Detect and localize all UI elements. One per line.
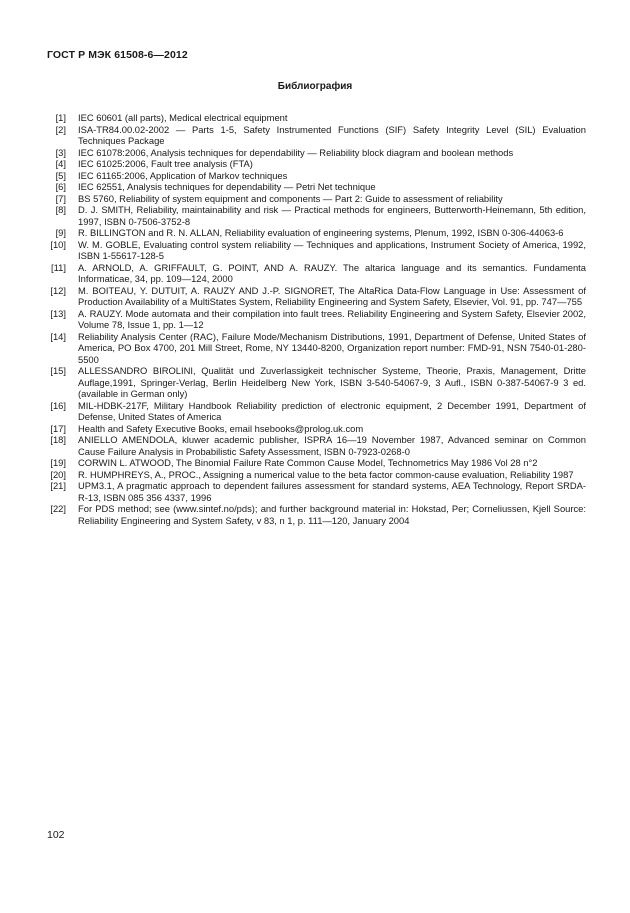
entry-number: [7] <box>55 192 66 204</box>
bibliography-entry <box>40 193 586 205</box>
entry-number: [8] <box>55 204 66 215</box>
entry-text: For PDS method; see (www.sintef.no/pds); and further background material in: Hokstad, Per; Corneliussen, Kjell Source: Reliability Engineering and System Safety, v 83, n 1, p. 111—120, January 2004 <box>78 503 586 526</box>
entry-text: R. HUMPHREYS, A., PROC., Assigning a numerical value to the beta factor common-cause evaluation, Reliability 1987 <box>78 468 574 480</box>
bibliography-entry <box>40 457 586 469</box>
bibliography-entry <box>40 158 586 170</box>
entry-text: Health and Safety Executive Books, email hsebooks@prolog.uk.com <box>78 422 364 434</box>
bibliography-entry <box>40 204 586 227</box>
bibliography-entry <box>40 227 586 239</box>
page-number: 102 <box>47 829 65 841</box>
bibliography-entry <box>40 170 586 182</box>
entry-text: ALLESSANDRO BIROLINI, Qualität und Zuverlassigkeit technischer Systeme, Theorie, Praxis, Management, Dritte Auflage,1991, Springer-Verlag, Berlin Heidelberg New York, ISBN 3-540-54067-9, 3 Aufl., ISBN 0-387-54067-9 3 ed. (available in German only) <box>78 365 586 399</box>
entry-text: UPM3.1, A pragmatic approach to dependent failures assessment for standard systems, AEA Technology, Report SRDA-R-13, ISBN 085 356 4337, 1996 <box>78 480 586 503</box>
entry-number: [3] <box>55 146 66 158</box>
entry-text: IEC 61165:2006, Application of Markov techniques <box>78 169 288 181</box>
entry-number: [5] <box>55 169 66 181</box>
entry-number: [13] <box>50 307 66 319</box>
entry-number: [1] <box>55 112 66 123</box>
entry-number: [20] <box>50 468 66 480</box>
bibliography-entry <box>40 285 586 308</box>
entry-number: [14] <box>50 330 66 342</box>
entry-text: A. ARNOLD, A. GRIFFAULT, G. POINT, AND A. RAUZY. The altarica language and its semantics. Fundamenta Informaticae, 34, pp. 109—124, 2000 <box>78 261 586 284</box>
bibliography-entry <box>40 400 586 423</box>
entry-text: MIL-HDBK-217F, Military Handbook Reliability prediction of electronic equipment, 2 December 1991, Department of Defense, United States of America <box>78 399 586 422</box>
entry-text: ISA-TR84.00.02-2002 — Parts 1-5, Safety Instrumented Functions (SIF) Safety Integrity Level (SIL) Evaluation Techniques Package <box>78 123 586 146</box>
entry-number: [9] <box>55 227 66 238</box>
bibliography-list <box>40 112 586 526</box>
bibliography-entry <box>40 239 586 262</box>
entry-number: [18] <box>50 434 66 445</box>
entry-text: IEC 61078:2006, Analysis techniques for dependability — Reliability block diagram and boolean methods <box>78 146 514 158</box>
entry-number: [11] <box>51 261 66 273</box>
entry-number: [2] <box>55 123 66 135</box>
entry-number: [10] <box>50 238 66 250</box>
entry-text: D. J. SMITH, Reliability, maintainability and risk — Practical methods for engineers, Butterworth-Heinemann, 5th edition, 1997, ISBN 0-7506-3752-8 <box>78 204 586 227</box>
entry-number: [4] <box>55 158 66 169</box>
entry-text: IEC 62551, Analysis techniques for dependability — Petri Net technique <box>78 181 376 192</box>
entry-number: [17] <box>50 422 66 434</box>
bibliography-entry <box>40 112 586 124</box>
entry-text: IEC 60601 (all parts), Medical electrical equipment <box>78 112 288 123</box>
bibliography-entry <box>40 308 586 331</box>
bibliography-entry <box>40 331 586 366</box>
entry-number: [6] <box>55 181 66 192</box>
bibliography-entry <box>40 147 586 159</box>
bibliography-entry <box>40 480 586 503</box>
entry-text: R. BILLINGTON and R. N. ALLAN, Reliability evaluation of engineering systems, Plenum, 1992, ISBN 0-306-44063-6 <box>78 227 564 238</box>
entry-number: [21] <box>50 480 66 491</box>
bibliography-entry <box>40 434 586 457</box>
entry-text: CORWIN L. ATWOOD, The Binomial Failure Rate Common Cause Model, Technometrics May 1986 Vol 28 n°2 <box>78 457 538 468</box>
entry-text: W. M. GOBLE, Evaluating control system reliability — Techniques and applications, Instrument Society of America, 1992, ISBN 1-55617-128-5 <box>78 238 586 261</box>
entry-number: [22] <box>50 503 66 514</box>
bibliography-title: Библиография <box>277 81 353 92</box>
bibliography-entry <box>40 503 586 526</box>
entry-text: IEC 61025:2006, Fault tree analysis (FTA) <box>78 158 253 169</box>
entry-text: Reliability Analysis Center (RAC), Failure Mode/Mechanism Distributions, 1991, Department of Defense, United States of America, PO Box 4700, 201 Mill Street, Rome, NY 13440-8200, Organization report number: FMD-91, NSN 7540-01-280-5500 <box>78 330 586 365</box>
entry-number: [12] <box>50 284 66 296</box>
bibliography-entry <box>40 262 586 285</box>
entry-text: A. RAUZY. Mode automata and their compilation into fault trees. Reliability Engineering and System Safety, Elsevier 2002, Volume 78, Issue 1, pp. 1—12 <box>78 307 586 330</box>
standard-header: ГОСТ Р МЭК 61508-6—2012 <box>47 49 188 61</box>
entry-number: [16] <box>50 399 66 411</box>
entry-number: [19] <box>50 457 66 468</box>
bibliography-entry <box>40 181 586 193</box>
bibliography-entry <box>40 469 586 481</box>
bibliography-entry <box>40 365 586 400</box>
entry-text: M. BOITEAU, Y. DUTUIT, A. RAUZY AND J.-P. SIGNORET, The AltaRica Data-Flow Language in Use: Assessment of Production Availability of a MultiStates System, Reliability Engineering and System Safety, Elsevier, Vol. 91, pp. 747—755 <box>78 284 586 307</box>
bibliography-entry <box>40 423 586 435</box>
entry-number: [15] <box>50 365 66 376</box>
entry-text: ANIELLO AMENDOLA, kluwer academic publisher, ISPRA 16—19 November 1987, Advanced seminar on Common Cause Failure Analysis in Probabilistic Safety Assessment, ISBN 0-7923-0268-0 <box>78 434 586 457</box>
bibliography-entry <box>40 124 586 147</box>
entry-text: BS 5760, Reliability of system equipment and components — Part 2: Guide to assessment of reliability <box>78 192 503 204</box>
